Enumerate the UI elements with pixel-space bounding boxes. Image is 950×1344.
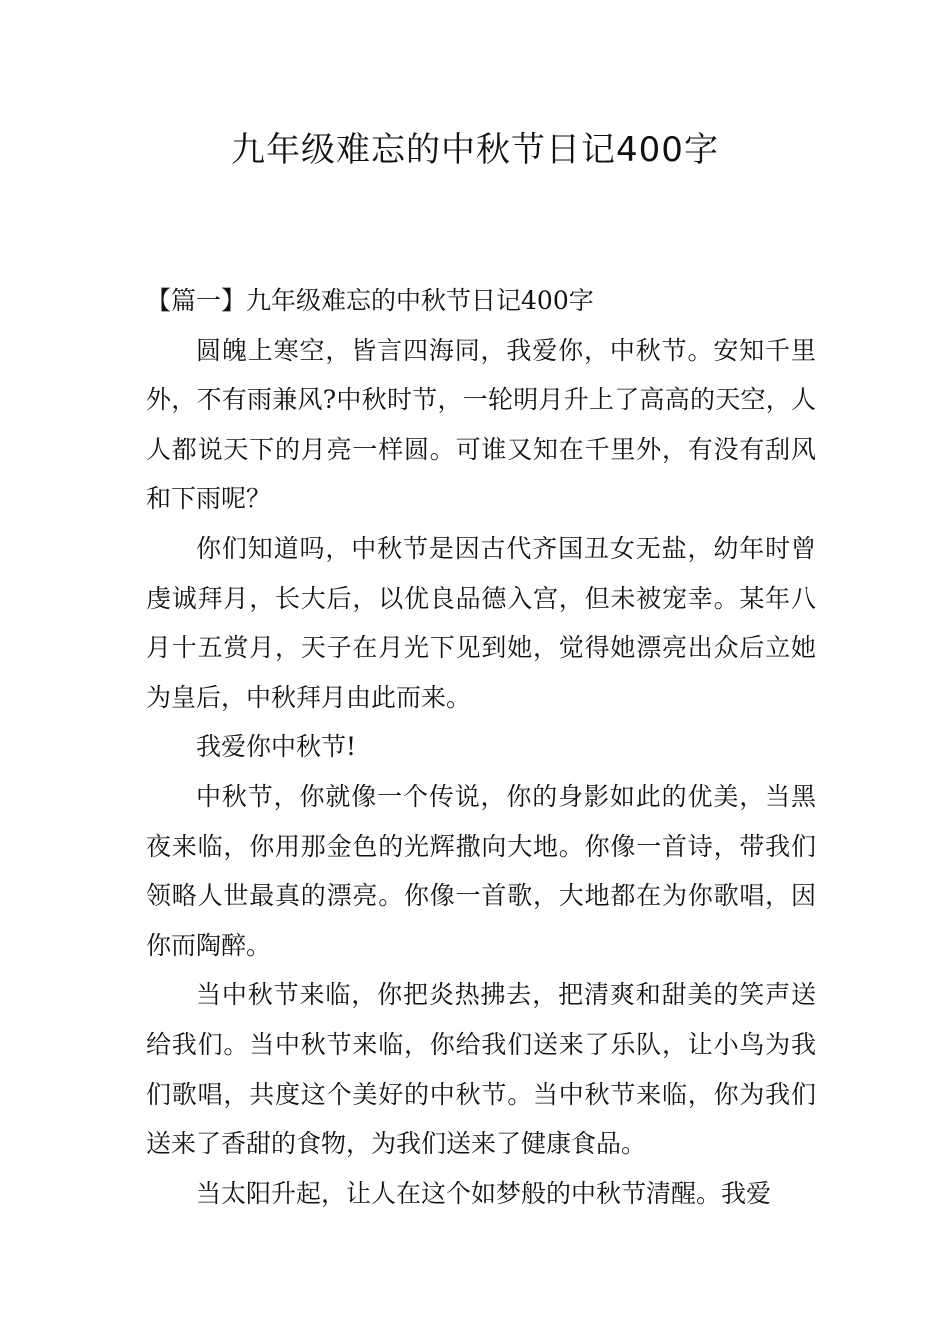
paragraph-5: 当中秋节来临，你把炎热拂去，把清爽和甜美的笑声送给我们。当中秋节来临，你给我们送来了乐队，让小鸟为我们歌唱，共度这个美好的中秋节。当中秋节来临，你为我们送来了香甜的食物，为我们送来了健康食品。 xyxy=(146,980,816,1159)
paragraph-2: 你们知道吗，中秋节是因古代齐国丑女无盐，幼年时曾虔诚拜月，长大后，以优良品德入宫，但未被宠幸。某年八月十五赏月，天子在月光下见到她，觉得她漂亮出众后立她为皇后，中秋拜月由此而来。 xyxy=(146,533,816,712)
paragraph-6: 当太阳升起，让人在这个如梦般的中秋节清醒。我爱 xyxy=(196,1178,772,1208)
document-title: 九年级难忘的中秋节日记400字 xyxy=(231,130,719,170)
paragraph-3: 我爱你中秋节! xyxy=(196,732,357,762)
paragraph-1: 圆魄上寒空，皆言四海同，我爱你，中秋节。安知千里外，不有雨兼风?中秋时节，一轮明月升上了高高的天空，人人都说天下的月亮一样圆。可谁又知在千里外，有没有刮风和下雨呢？ xyxy=(146,335,816,514)
document-body xyxy=(146,276,816,1218)
paragraph-4: 中秋节，你就像一个传说，你的身影如此的优美，当黑夜来临，你用那金色的光辉撒向大地。你像一首诗，带我们领略人世最真的漂亮。你像一首歌，大地都在为你歌唱，因你而陶醉。 xyxy=(146,781,816,960)
section-heading: 【篇一】九年级难忘的中秋节日记400字 xyxy=(146,286,594,315)
